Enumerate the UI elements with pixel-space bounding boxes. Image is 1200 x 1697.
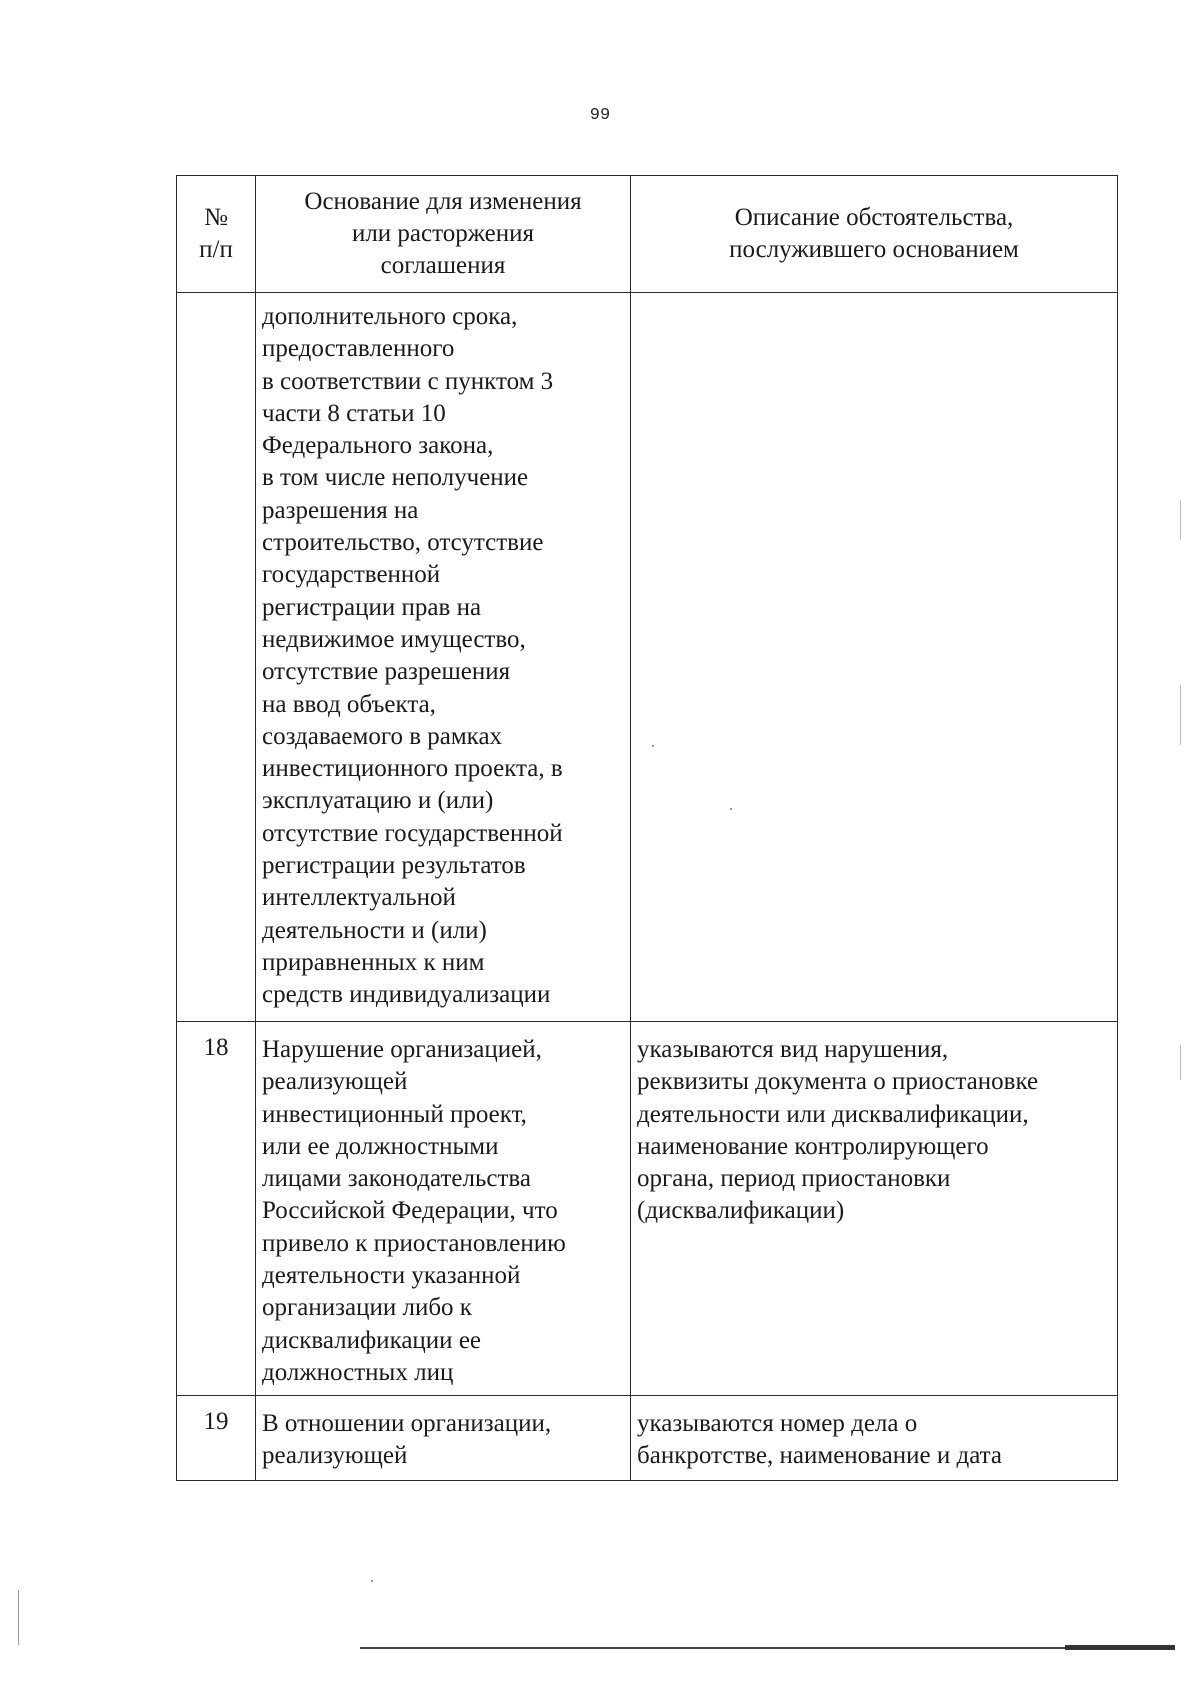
header-num: № п/п (177, 176, 256, 293)
table-row (177, 1022, 1118, 1396)
header-basis: Основание для изменения или расторжения соглашения (256, 176, 631, 293)
scan-edge-mark (1180, 500, 1181, 540)
row-num: 19 (203, 1408, 229, 1435)
row-basis-cell (256, 1396, 631, 1481)
row-description-cell (631, 293, 1118, 1022)
header-description: Описание обстоятельства, послужившего основанием (631, 176, 1118, 293)
scan-speck (730, 808, 732, 810)
row-num-cell (177, 293, 256, 1022)
scan-speck (652, 745, 654, 747)
row-description-cell (631, 1396, 1118, 1481)
scan-edge-mark (1180, 685, 1181, 745)
row-num: 18 (203, 1034, 229, 1061)
row-num (177, 293, 255, 303)
row-description-cell (631, 1022, 1118, 1396)
bottom-scan-rule-thick (1065, 1645, 1175, 1650)
bottom-scan-rule (360, 1647, 1175, 1649)
document-table (176, 175, 1118, 1481)
row-description: указываются вид нарушения, реквизиты документа о приостановке деятельности или дисквалификации, наименование контролирующего органа, период приостановки (дисквалификации) (637, 1036, 1039, 1225)
page-number: 99 (589, 106, 611, 125)
scan-edge-mark (18, 1590, 19, 1645)
row-num-cell (177, 1022, 256, 1396)
row-basis-cell (256, 293, 631, 1022)
table-row (177, 1396, 1118, 1481)
row-num-cell (177, 1396, 256, 1481)
table-row (177, 293, 1118, 1022)
row-description: указываются номер дела о банкротстве, наименование и дата (637, 1410, 1002, 1470)
scan-speck (371, 1580, 373, 1582)
row-basis: В отношении организации, реализующей (262, 1410, 552, 1470)
scan-edge-mark (1180, 1045, 1181, 1080)
row-basis-cell (256, 1022, 631, 1396)
row-description (631, 293, 1117, 305)
row-basis: Нарушение организацией, реализующей инвестиционный проект, или ее должностными лицами законодательства Российской Федерации, что привело к приостановлению деятельности указанной организации либо к дисквалификации ее должностных лиц (262, 1036, 566, 1386)
table-header-row (177, 176, 1118, 293)
row-basis: дополнительного срока, предоставленного в соответствии с пунктом 3 части 8 статьи 10 Федерального закона, в том числе неполучение разрешения на строительство, отсутствие государственной регистрации прав на недвижимое имущество, отсутствие разрешения на ввод объекта, создаваемого в рамках инвестиционного проекта, в эксплуатацию и (или) отсутствие государственной регистрации результатов интеллектуальной деятельности и (или) приравненных к ним средств индивидуализации (262, 303, 563, 1009)
